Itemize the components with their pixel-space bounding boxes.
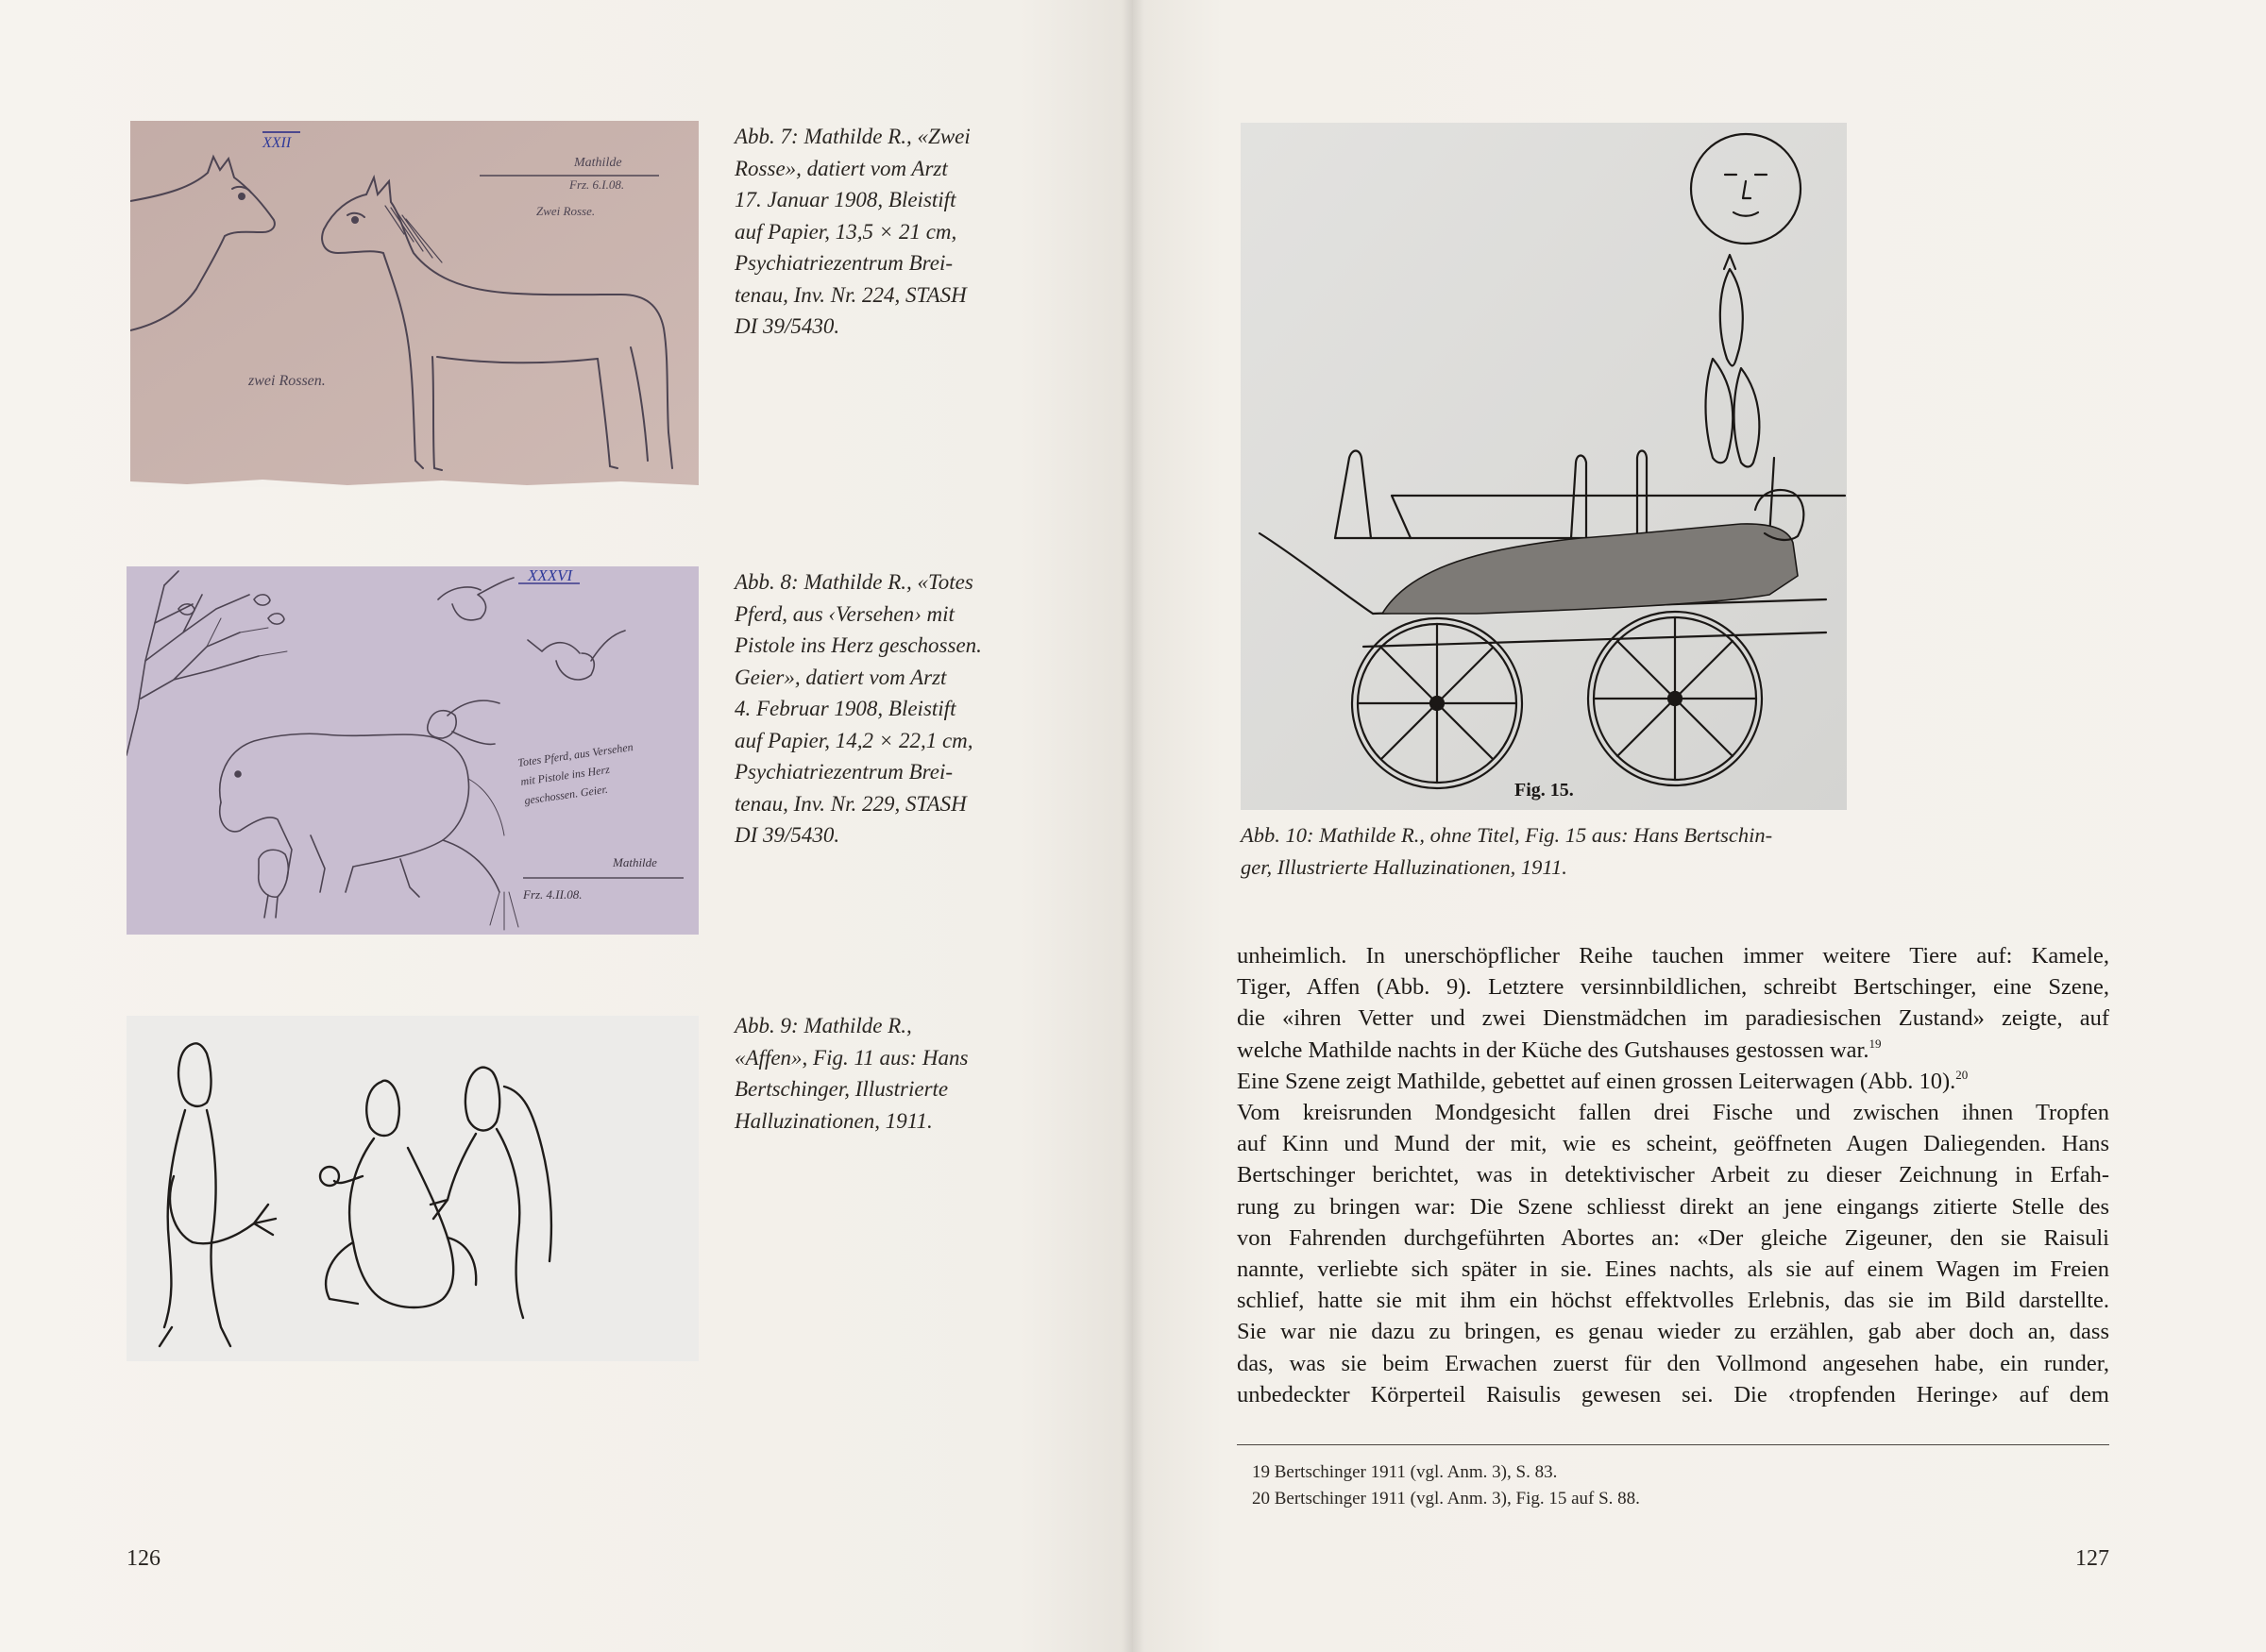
caption-abb9	[735, 1010, 968, 1137]
caption-abb8	[735, 566, 982, 851]
caption-line: Pistole ins Herz geschossen.	[735, 633, 982, 657]
two-horses-drawing	[130, 121, 699, 487]
caption-line: tenau, Inv. Nr. 229, STASH	[735, 791, 967, 816]
caption-line: «Affen», Fig. 11 aus: Hans	[735, 1045, 969, 1070]
body-line: unheimlich. In unerschöpflicher Reihe tauchen immer weitere Tiere auf: Kamele,	[1237, 943, 2109, 969]
inscription-line: mit Pistole ins Herz	[519, 762, 611, 788]
date-inscription: Frz. 6.I.08.	[569, 177, 625, 192]
handwritten-label: zwei Rossen.	[248, 373, 326, 389]
body-line: Eine Szene zeigt Mathilde, gebettet auf einen grossen Leiterwagen (Abb. 10).	[1237, 1068, 1956, 1094]
dead-horse-drawing	[127, 566, 699, 935]
roman-numeral-inscription: XXII	[262, 135, 292, 151]
caption-line: Abb. 8: Mathilde R., «Totes	[735, 570, 973, 594]
body-line: die «ihren Vetter und zwei Dienstmädchen im paradiesischen Zustand» zeigte, auf	[1237, 1005, 2109, 1032]
caption-line: tenau, Inv. Nr. 224, STASH	[735, 282, 967, 307]
caption-line: 17. Januar 1908, Bleistift	[735, 188, 956, 211]
caption-line: Rosse», datiert vom Arzt	[735, 156, 948, 180]
page-number-right: 127	[2075, 1546, 2109, 1571]
caption-line: DI 39/5430.	[735, 823, 840, 847]
figure-label: Fig. 15.	[1514, 780, 1574, 801]
body-line: Bertschinger berichtet, was in detektivischer Arbeit zu dieser Zeichnung in Erfah-	[1237, 1162, 2109, 1188]
caption-line: ger, Illustrierte Halluzinationen, 1911.	[1241, 854, 1567, 879]
caption-line: auf Papier, 13,5 × 21 cm,	[735, 219, 957, 244]
caption-line: 4. Februar 1908, Bleistift	[735, 697, 956, 720]
body-line: rung zu bringen war: Die Szene schliesst direkt an jene eingangs zitierte Stelle des	[1237, 1193, 2109, 1220]
date-inscription: Frz. 4.II.08.	[523, 887, 583, 902]
caption-abb7	[735, 121, 971, 343]
caption-line: Psychiatriezentrum Brei-	[735, 760, 954, 784]
caption-line: Abb. 7: Mathilde R., «Zwei	[735, 125, 971, 148]
inscription-line: Totes Pferd, aus Versehen	[516, 739, 634, 769]
footnote-divider	[1237, 1444, 2109, 1445]
body-line: Sie war nie dazu zu bringen, es genau wieder zu erzählen, gab aber doch an, dass	[1237, 1319, 2109, 1345]
body-line: schlief, hatte sie mit ihm ein höchst effektvolles Erlebnis, das sie im Bild darstellte.	[1237, 1288, 2109, 1314]
footnotes	[1252, 1459, 1640, 1512]
figure-abb10-ladder-wagon	[1241, 123, 1847, 810]
body-line: unbedeckter Körperteil Raisulis gewesen sei. Die ‹tropfenden Heringe› auf dem	[1237, 1381, 2109, 1408]
footnote-ref-20[interactable]: 20	[1955, 1067, 1969, 1082]
body-line: auf Kinn und Mund der mit, wie es scheint, geöffneten Augen Daliegenden. Hans	[1237, 1131, 2109, 1157]
caption-line: Abb. 9: Mathilde R.,	[735, 1014, 912, 1037]
book-gutter	[1122, 0, 1144, 1652]
page-number-left: 126	[127, 1546, 161, 1571]
signature-inscription: Mathilde	[613, 855, 657, 869]
caption-line: Pferd, aus ‹Versehen› mit	[735, 601, 955, 626]
figure-abb9-apes	[127, 1016, 699, 1361]
inscription-line: geschossen. Geier.	[523, 782, 609, 807]
signature-inscription: Mathilde	[574, 156, 622, 170]
body-line: nannte, verliebte sich später in sie. Eines nachts, als sie auf einem Wagen im Freien	[1237, 1256, 2109, 1283]
ladder-wagon-drawing	[1241, 123, 1847, 810]
body-text	[1237, 940, 2109, 1410]
footnote-20: 20 Bertschinger 1911 (vgl. Anm. 3), Fig. 15 auf S. 88.	[1252, 1489, 1640, 1509]
figure-abb7-two-horses	[130, 121, 699, 487]
apes-drawing	[127, 1016, 699, 1361]
caption-line: DI 39/5430.	[735, 314, 840, 338]
footnote-19: 19 Bertschinger 1911 (vgl. Anm. 3), S. 83.	[1252, 1462, 1558, 1482]
body-line: von Fahrenden durchgeführten Abortes an: «Der gleiche Zigeuner, den sie Raisuli	[1237, 1224, 2109, 1251]
roman-numeral-inscription: XXXVI	[528, 566, 573, 584]
body-line: welche Mathilde nachts in der Küche des Gutshauses gestossen war.	[1237, 1037, 1869, 1063]
caption-line: Bertschinger, Illustrierte	[735, 1077, 949, 1101]
caption-line: auf Papier, 14,2 × 22,1 cm,	[735, 728, 973, 752]
caption-abb10	[1241, 819, 1772, 883]
body-line: Tiger, Affen (Abb. 9). Letztere versinnbildlichen, schreibt Bertschinger, eine Szene,	[1237, 974, 2109, 1001]
figure-abb8-dead-horse	[127, 566, 699, 935]
body-line-with-footnote	[1237, 1035, 2109, 1066]
footnote-ref-19[interactable]: 19	[1869, 1036, 1882, 1051]
caption-line: Abb. 10: Mathilde R., ohne Titel, Fig. 15 aus: Hans Bertschin-	[1241, 823, 1773, 847]
caption-line: Geier», datiert vom Arzt	[735, 665, 947, 689]
caption-line: Psychiatriezentrum Brei-	[735, 251, 954, 275]
body-line: das, was sie beim Erwachen zuerst für den Vollmond angesehen habe, ein runder,	[1237, 1350, 2109, 1376]
caption-line: Halluzinationen, 1911.	[735, 1108, 933, 1133]
title-inscription: Zwei Rosse.	[536, 204, 596, 218]
body-line: Vom kreisrunden Mondgesicht fallen drei Fische und zwischen ihnen Tropfen	[1237, 1100, 2109, 1126]
body-line-with-footnote	[1237, 1066, 2109, 1097]
